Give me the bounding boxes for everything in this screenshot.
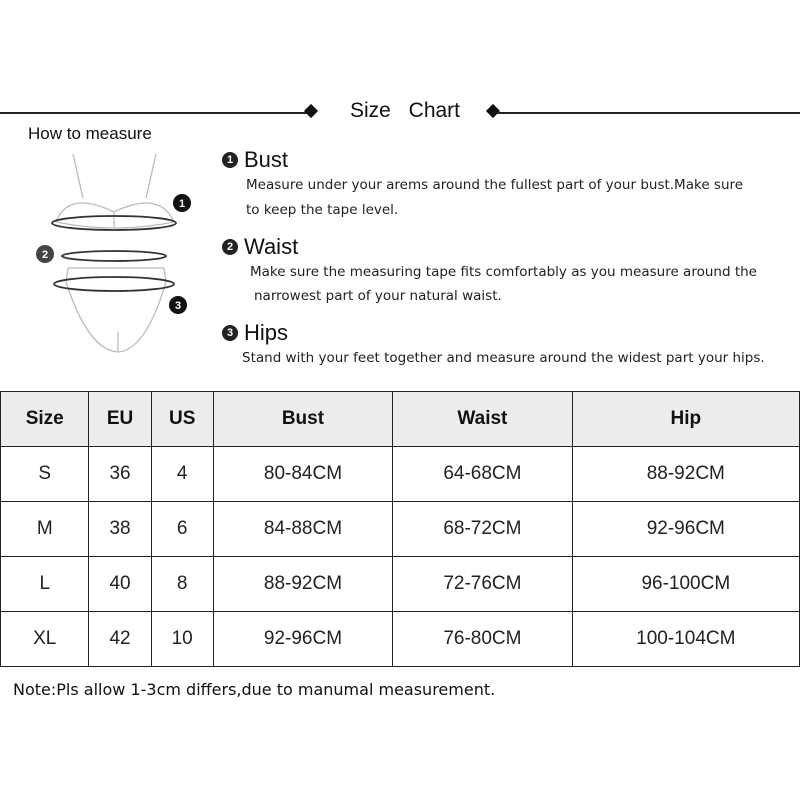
hip-line bbox=[54, 277, 174, 291]
table-cell: 68-72CM bbox=[393, 502, 572, 557]
how-to-measure-label: How to measure bbox=[28, 124, 152, 143]
table-row bbox=[1, 557, 800, 612]
table-cell: 42 bbox=[89, 612, 151, 667]
number-1-icon: 1 bbox=[222, 152, 238, 168]
table-cell: 96-100CM bbox=[572, 557, 799, 612]
table-cell: L bbox=[1, 557, 89, 612]
table-cell: 4 bbox=[151, 447, 213, 502]
section-title: Waist bbox=[244, 234, 299, 259]
table-cell: 8 bbox=[151, 557, 213, 612]
table-row bbox=[1, 612, 800, 667]
table-cell: 10 bbox=[151, 612, 213, 667]
page-title: Size Chart bbox=[349, 99, 461, 122]
section-description-line: narrowest part of your natural waist. bbox=[254, 288, 502, 304]
table-cell: 88-92CM bbox=[572, 447, 799, 502]
size-table bbox=[0, 391, 800, 667]
table-cell: M bbox=[1, 502, 89, 557]
column-header-eu: EU bbox=[89, 392, 151, 447]
section-hips bbox=[222, 320, 765, 371]
number-2-icon: 2 bbox=[222, 239, 238, 255]
marker-2: 2 bbox=[41, 249, 49, 261]
table-cell: 6 bbox=[151, 502, 213, 557]
table-cell: 84-88CM bbox=[213, 502, 392, 557]
table-cell: 92-96CM bbox=[213, 612, 392, 667]
section-title: Bust bbox=[244, 147, 289, 172]
diamond-icon bbox=[304, 104, 318, 118]
section-description-line: Stand with your feet together and measure around the widest part your hips. bbox=[242, 350, 765, 366]
column-header-waist: Waist bbox=[393, 392, 572, 447]
table-cell: 36 bbox=[89, 447, 151, 502]
section-title: Hips bbox=[244, 320, 289, 345]
table-header-row bbox=[1, 392, 800, 447]
column-header-hip: Hip bbox=[572, 392, 799, 447]
table-row bbox=[1, 447, 800, 502]
table-cell: 100-104CM bbox=[572, 612, 799, 667]
diamond-icon bbox=[486, 104, 500, 118]
table-cell: 40 bbox=[89, 557, 151, 612]
column-header-size: Size bbox=[1, 392, 89, 447]
measurement-note: Note:Pls allow 1-3cm differs,due to manumal measurement. bbox=[13, 680, 496, 699]
table-cell: 80-84CM bbox=[213, 447, 392, 502]
section-bust bbox=[222, 147, 743, 223]
marker-1: 1 bbox=[178, 198, 186, 210]
section-description-line: Measure under your arems around the fullest part of your bust.Make sure bbox=[246, 177, 744, 193]
table-row bbox=[1, 502, 800, 557]
column-header-bust: Bust bbox=[213, 392, 392, 447]
table-cell: S bbox=[1, 447, 89, 502]
waist-line bbox=[62, 251, 166, 261]
header-rule-left bbox=[0, 112, 307, 114]
table-cell: 64-68CM bbox=[393, 447, 572, 502]
section-waist bbox=[222, 234, 757, 308]
table-cell: 76-80CM bbox=[393, 612, 572, 667]
measurement-figure-illustration bbox=[28, 150, 208, 360]
table-cell: 38 bbox=[89, 502, 151, 557]
marker-3: 3 bbox=[174, 300, 182, 312]
section-description-line: to keep the tape level. bbox=[246, 202, 399, 218]
table-cell: 72-76CM bbox=[393, 557, 572, 612]
column-header-us: US bbox=[151, 392, 213, 447]
number-3-icon: 3 bbox=[222, 325, 238, 341]
section-description-line: Make sure the measuring tape fits comfortably as you measure around the bbox=[250, 264, 757, 280]
table-cell: XL bbox=[1, 612, 89, 667]
header-rule-right bbox=[497, 112, 800, 114]
table-cell: 88-92CM bbox=[213, 557, 392, 612]
table-cell: 92-96CM bbox=[572, 502, 799, 557]
